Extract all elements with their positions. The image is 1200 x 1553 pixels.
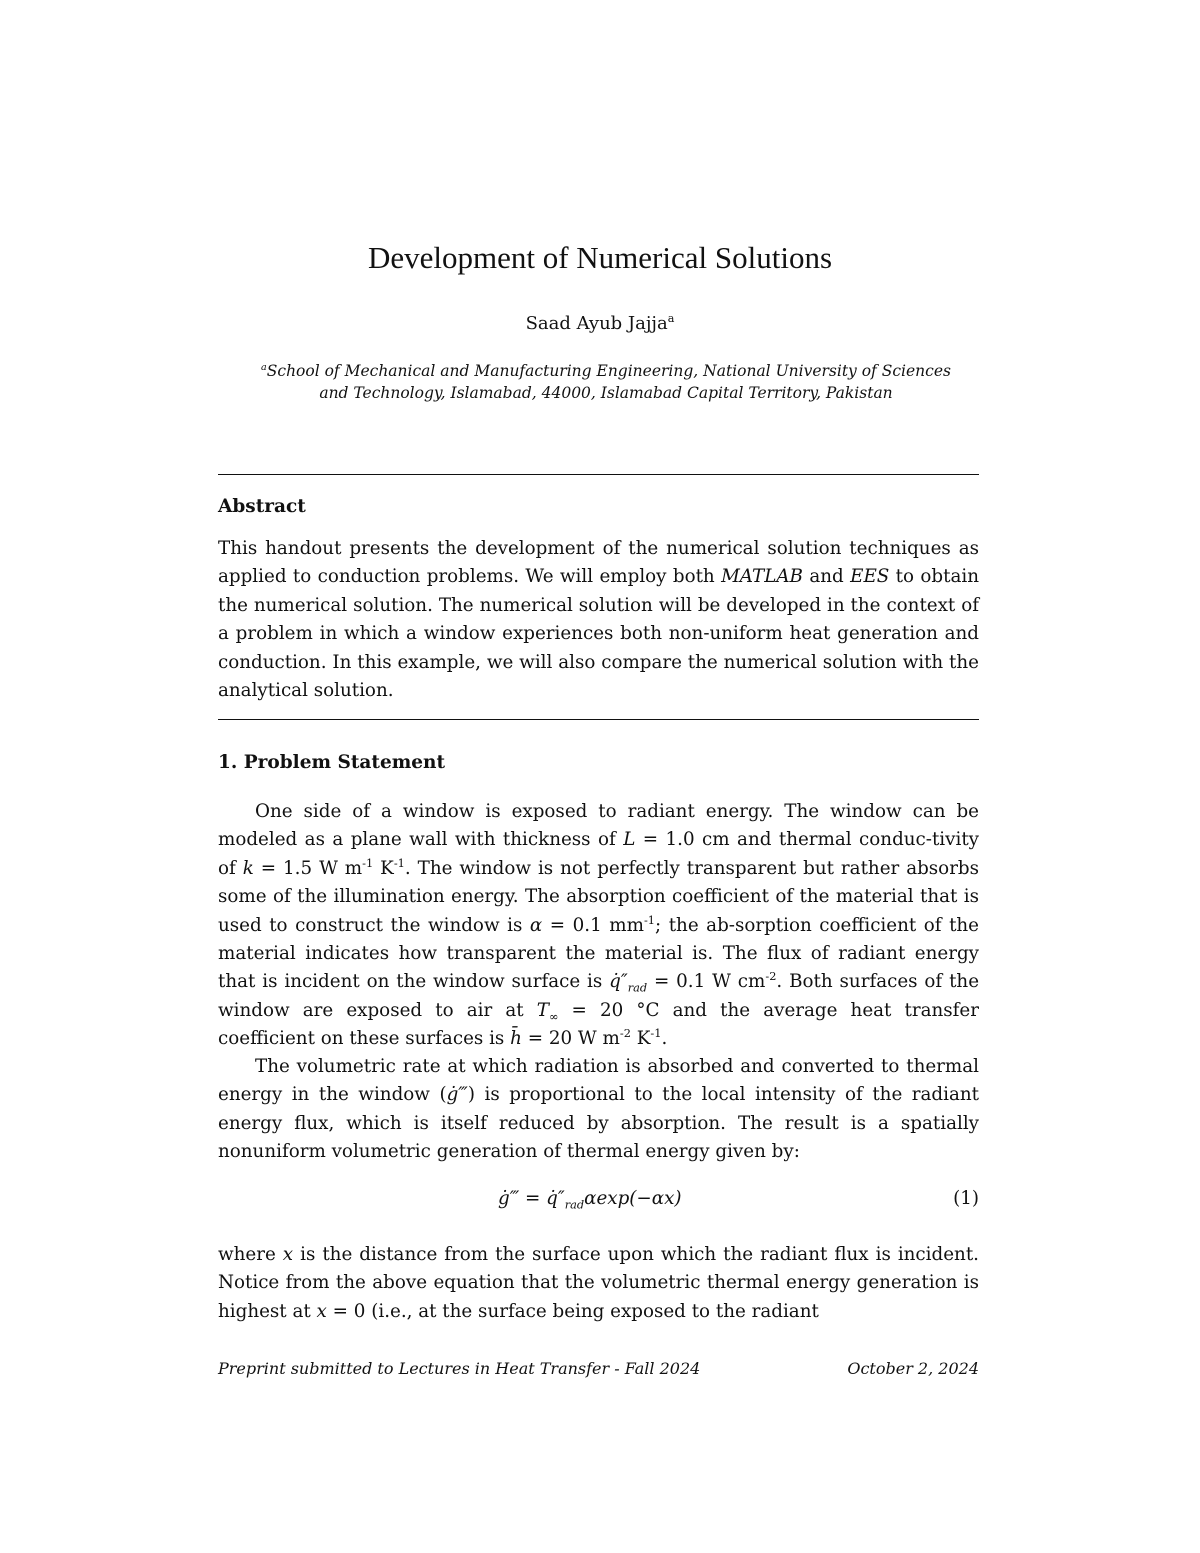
paragraph-3 (218, 1241, 979, 1326)
p1-text-d: . Both surfaces of the window are exposed to air at (218, 971, 980, 1021)
equation-1 (218, 1188, 979, 1218)
q-rad-subscript: rad (627, 981, 648, 996)
symbol-x-2: x (316, 1300, 327, 1322)
p1-end: . (661, 1028, 668, 1050)
affil-line-2: and Technology, Islamabad, 44000, Islamabad Capital Territory, Pakistan (319, 384, 893, 402)
abstract-text-2: to obtain the numerical solution. The numerical solution will be developed in the context of a problem in which a window experiences both non-uniform heat generation and conduction. In this example, we will also compare the numerical solution with the analytical solution. (218, 566, 979, 702)
p1-alpha-value: = 0.1 mm (542, 914, 644, 936)
affiliation (226, 360, 986, 404)
p3-text-a: where (218, 1244, 283, 1265)
p1-h-value: = 20 W m (521, 1028, 620, 1050)
affil-mark: a (261, 361, 267, 373)
abstract-body (218, 535, 979, 705)
h-unit-2: K (630, 1028, 651, 1050)
k-exp-1: -1 (362, 855, 374, 870)
abstract-text-1: This handout presents the development of the numerical solution techniques as applied to conduction problems. We will employ both (218, 538, 979, 588)
p1-text-a: One side of a window is exposed to radiant energy. The window can be modeled as a plane wall with thickness of (218, 801, 979, 851)
equation-number: (1) (953, 1188, 979, 1209)
alpha-exp: -1 (643, 912, 655, 927)
paragraph-2 (218, 1053, 979, 1167)
symbol-L: L (623, 829, 636, 851)
h-exp-1: -2 (619, 1026, 631, 1041)
k-exp-2: -1 (393, 855, 405, 870)
author-affil-mark: a (667, 312, 675, 325)
symbol-T: T (536, 999, 549, 1021)
p1-T-value: = 20 °C and the average heat transfer coefficient on these surfaces is (218, 999, 979, 1050)
abstract-ees: EES (850, 566, 890, 588)
equation-body (498, 1188, 682, 1212)
symbol-alpha: α (529, 914, 543, 936)
abstract-and: and (802, 566, 851, 588)
symbol-k: k (242, 857, 254, 879)
author-name: Saad Ayub Jajja (525, 313, 668, 334)
p1-text-c: ; the ab-sorption coefficient of the material indicates how transparent the material is. The flux of radiant energy that is incident on the window surface is (218, 914, 980, 993)
equation-lhs: ġ‴ = q̇″ (498, 1188, 565, 1209)
abstract-bottom-rule (218, 719, 979, 720)
symbol-h: h̄ (510, 1028, 522, 1050)
p2-text-b: ) is proportional to the local intensity of the radiant energy flux, which is itself reduced by absorption. The result is a spatially nonuniform volumetric generation of thermal energy given by: (218, 1084, 979, 1163)
p1-q-value: = 0.1 W cm (647, 971, 766, 993)
affil-line-1: School of Mechanical and Manufacturing Engineering, National University of Sciences (266, 362, 951, 380)
symbol-x: x (282, 1244, 294, 1265)
q-exp: -2 (765, 969, 777, 984)
k-unit-2: K (373, 857, 394, 879)
p1-L-value: = 1.0 cm and thermal conduc-tivity of (218, 829, 979, 879)
p3-text-c: = 0 (i.e., at the surface being exposed to the radiant (326, 1300, 819, 1322)
abstract-heading: Abstract (218, 496, 306, 517)
equation-rhs: αexp(−αx) (584, 1188, 682, 1209)
paragraph-1 (218, 798, 979, 1054)
p1-k-value: = 1.5 W m (253, 857, 363, 879)
symbol-g: ġ‴ (446, 1084, 468, 1106)
abstract-matlab: MATLAB (721, 566, 803, 588)
footer-preprint: Preprint submitted to Lectures in Heat Transfer - Fall 2024 (218, 1359, 701, 1378)
h-exp-2: -1 (650, 1026, 662, 1041)
T-subscript: ∞ (548, 1009, 559, 1024)
paper-title: Development of Numerical Solutions (367, 240, 833, 275)
section-heading: 1. Problem Statement (218, 752, 446, 773)
p2-text-a: The volumetric rate at which radiation is absorbed and converted to thermal energy in the window ( (218, 1056, 979, 1106)
footer-date: October 2, 2024 (847, 1359, 979, 1378)
p3-text-b: is the distance from the surface upon which the radiant flux is incident. Notice from the above equation that the volumetric thermal energy generation is highest at (218, 1244, 979, 1322)
symbol-q-rad: q̇″ (609, 971, 628, 993)
abstract-top-rule (218, 474, 979, 475)
equation-subscript: rad (564, 1197, 585, 1212)
author-line (0, 313, 1200, 334)
p1-text-b: . The window is not perfectly transparent but rather absorbs some of the illumination energy. The absorption coefficient of the material that is used to construct the window is (218, 857, 980, 936)
